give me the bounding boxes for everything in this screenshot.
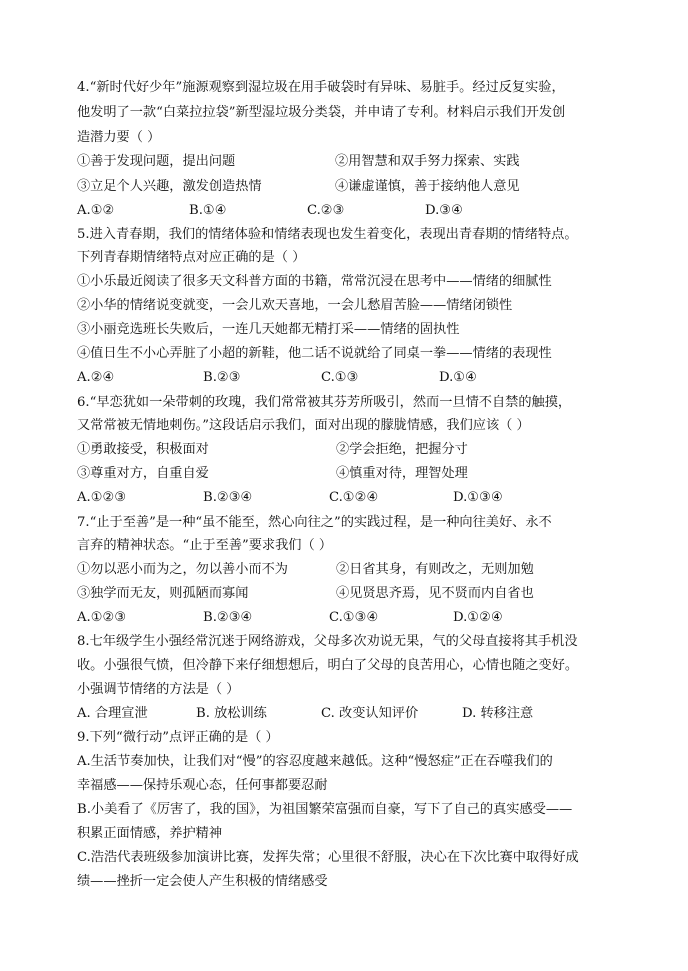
question-8-line-2: 收。小强很气愤，但冷静下来仔细想想后，明白了父母的良苦用心，心情也随之变好。 [77, 658, 579, 673]
question-6-line-1: 6.“早恋犹如一朵带刺的玫瑰，我们常常被其芬芳所吸引，然而一旦情不自禁的触摸， [77, 395, 572, 410]
statement-3: ③尊重对方，自重自爱 [77, 466, 209, 481]
choice-b: B.②③④ [203, 490, 253, 505]
statement-2: ②用智慧和双手努力探索、实践 [335, 154, 520, 169]
statement-1: ①勇敢接受，积极面对 [77, 442, 209, 457]
statement-1: ①善于发现问题，提出问题 [77, 154, 236, 169]
question-8-line-3: 小强调节情绪的方法是（ ） [77, 682, 240, 697]
question-5-line-2: 下列青春期情绪特点对应正确的是（ ） [77, 250, 306, 265]
choice-d: D.①④ [439, 370, 477, 385]
choice-a: A.①②③ [77, 610, 127, 625]
statement-1: ①小乐最近阅读了很多天文科普方面的书籍，常常沉浸在思考中——情绪的细腻性 [77, 274, 552, 289]
choice-c: C.①③④ [329, 610, 379, 625]
question-5-line-1: 5.进入青春期，我们的情绪体验和情绪表现也发生着变化，表现出青春期的情绪特点。 [77, 227, 578, 242]
choice-b: B.②③ [203, 370, 241, 385]
choice-c: C. 改变认知评价 [321, 706, 419, 721]
statement-4: ④值日生不小心弄脏了小超的新鞋，他二话不说就给了同桌一拳——情绪的表现性 [77, 346, 552, 361]
question-9-line-7: 绩——挫折一定会使人产生积极的情绪感受 [77, 874, 328, 889]
choice-d: D.①②④ [453, 610, 503, 625]
question-9-line-6: C.浩浩代表班级参加演讲比赛，发挥失常；心里很不舒服，决心在下次比赛中取得好成 [77, 850, 579, 865]
statement-4: ④见贤思齐焉，见不贤而内自省也 [336, 586, 534, 601]
statement-4: ④慎重对待，理智处理 [336, 466, 468, 481]
statement-1: ①勿以恶小而为之，勿以善小而不为 [77, 562, 288, 577]
statement-3: ③立足个人兴趣，激发创造热情 [77, 179, 262, 194]
question-9-line-2: A.生活节奏加快，让我们对“慢”的容忍度越来越低。这种“慢怒症”正在吞噬我们的 [77, 754, 553, 769]
choice-a: A.①②③ [77, 490, 127, 505]
question-8-line-1: 8.七年级学生小强经常沉迷于网络游戏，父母多次劝说无果，气的父母直接将其手机没 [77, 634, 578, 649]
statement-2: ②日省其身，有则改之，无则加勉 [336, 562, 534, 577]
choice-b: B.①④ [189, 203, 227, 218]
choice-b: B. 放松训练 [196, 706, 267, 721]
question-9-line-1: 9.下列“微行动”点评正确的是（ ） [77, 730, 279, 745]
question-9-line-4: B.小美看了《厉害了，我的国》，为祖国繁荣富强而自豪，写下了自己的真实感受—— [77, 802, 573, 817]
question-9-line-3: 幸福感——保持乐观心态，任何事都要忍耐 [77, 778, 328, 793]
question-9-line-5: 积累正面情感，养护精神 [77, 826, 223, 841]
question-7-line-2: 言弃的精神状态。“止于至善”要求我们（ ） [77, 538, 333, 553]
choice-a: A.①② [77, 203, 115, 218]
choice-c: C.①②④ [329, 490, 379, 505]
choice-c: C.①③ [321, 370, 359, 385]
choice-d: D.③④ [425, 203, 463, 218]
question-4-line-2: 他发明了一款“白菜拉拉袋”新型湿垃圾分类袋，并申请了专利。材料启示我们开发创 [77, 105, 566, 120]
choice-a: A.②④ [77, 370, 115, 385]
choice-c: C.②③ [307, 203, 345, 218]
statement-2: ②小华的情绪说变就变，一会儿欢天喜地，一会儿愁眉苦脸——情绪闭锁性 [77, 298, 513, 313]
statement-4: ④谦虚谨慎，善于接纳他人意见 [335, 179, 520, 194]
question-4-line-1: 4.“新时代好少年”施源观察到湿垃圾在用手破袋时有异味、易脏手。经过反复实验， [77, 80, 565, 95]
statement-3: ③独学而无友，则孤陋而寡闻 [77, 586, 249, 601]
choice-a: A. 合理宣泄 [77, 706, 148, 721]
question-7-line-1: 7.“止于至善”是一种“虽不能至，然心向往之”的实践过程，是一种向往美好、永不 [77, 515, 552, 530]
statement-2: ②学会拒绝，把握分寸 [336, 442, 468, 457]
statement-3: ③小丽竞选班长失败后，一连几天她都无精打采——情绪的固执性 [77, 322, 460, 337]
question-6-line-2: 又常常被无情地刺伤。”这段话启示我们，面对出现的朦胧情感，我们应该（ ） [77, 418, 530, 433]
choice-d: D. 转移注意 [462, 706, 534, 721]
choice-d: D.①③④ [453, 490, 503, 505]
choice-b: B.②③④ [203, 610, 253, 625]
question-4-line-3: 造潜力要（ ） [77, 130, 161, 145]
